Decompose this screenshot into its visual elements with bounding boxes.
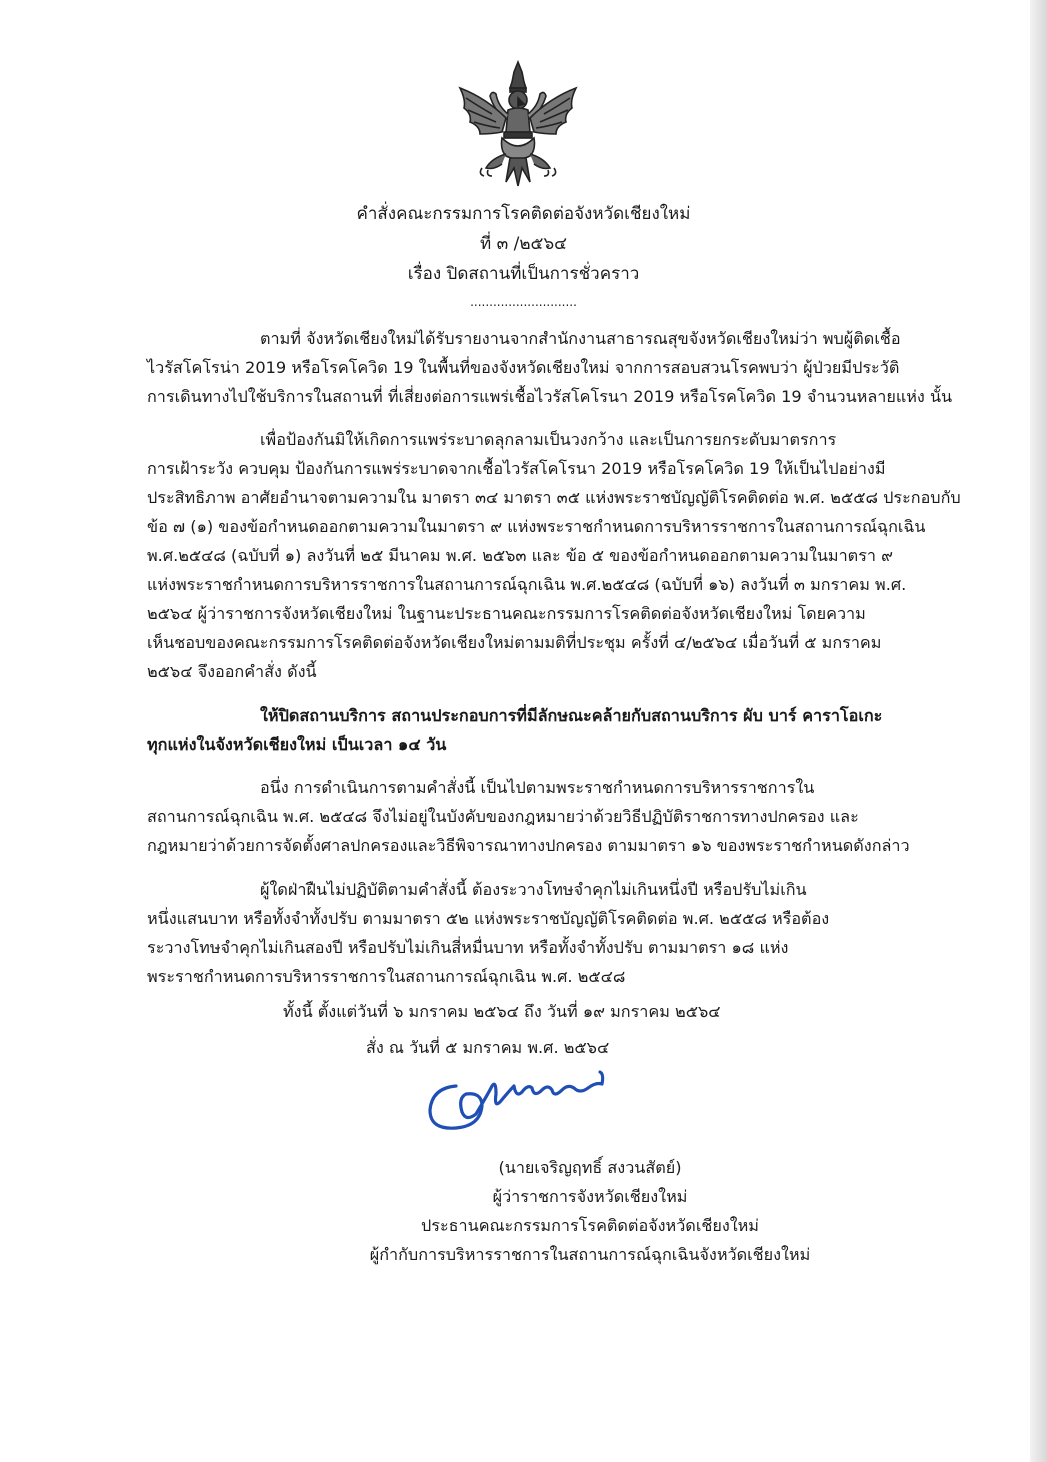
para5-line1: ผู้ใดฝ่าฝืนไม่ปฏิบัติตามคำสั่งนี้ ต้องระวางโทษจำคุกไม่เกินหนึ่งปี หรือปรับไม่เกิน — [260, 880, 807, 899]
signer-position-governor: ผู้ว่าราชการจังหวัดเชียงใหม่ — [492, 1187, 688, 1206]
order-number: ที่ ๓ /๒๕๖๔ — [479, 234, 568, 254]
order-subject: เรื่อง ปิดสถานที่เป็นการชั่วคราว — [407, 264, 640, 284]
page-edge — [1030, 0, 1047, 1462]
effective-period: ทั้งนี้ ตั้งแต่วันที่ ๖ มกราคม ๒๕๖๔ ถึง วันที่ ๑๙ มกราคม ๒๕๖๔ — [283, 1002, 721, 1021]
order-date: สั่ง ณ วันที่ ๕ มกราคม พ.ศ. ๒๕๖๔ — [366, 1038, 610, 1057]
para2-line3: ประสิทธิภาพ อาศัยอำนาจตามความใน มาตรา ๓๔ มาตรา ๓๕ แห่งพระราชบัญญัติโรคติดต่อ พ.ศ. ๒๕๕๘ ประกอบกับ — [147, 488, 961, 507]
order-title: คำสั่งคณะกรรมการโรคติดต่อจังหวัดเชียงใหม่ — [356, 204, 691, 224]
para5-line3: ระวางโทษจำคุกไม่เกินสองปี หรือปรับไม่เกินสี่หมื่นบาท หรือทั้งจำทั้งปรับ ตามมาตรา ๑๘ แห่ง — [147, 938, 789, 957]
para4-line1: อนึ่ง การดำเนินการตามคำสั่งนี้ เป็นไปตามพระราชกำหนดการบริหารราชการใน — [260, 778, 815, 797]
para1-line1: ตามที่ จังหวัดเชียงใหม่ได้รับรายงานจากสำนักงานสาธารณสุขจังหวัดเชียงใหม่ว่า พบผู้ติดเชื้อ — [260, 329, 901, 348]
directive-line2: ทุกแห่งในจังหวัดเชียงใหม่ เป็นเวลา ๑๔ วัน — [147, 735, 447, 754]
para2-line8: เห็นชอบของคณะกรรมการโรคติดต่อจังหวัดเชียงใหม่ตามมติที่ประชุม ครั้งที่ ๔/๒๕๖๔ เมื่อวันที่ ๕ มกราคม — [147, 633, 882, 652]
para1-line2: ไวรัสโคโรน่า 2019 หรือโรคโควิด 19 ในพื้นที่ของจังหวัดเชียงใหม่ จากการสอบสวนโรคพบว่า ผู้ป่วยมีประวัติ — [147, 358, 900, 377]
para5-line4: พระราชกำหนดการบริหารราชการในสถานการณ์ฉุกเฉิน พ.ศ. ๒๕๔๘ — [147, 967, 626, 986]
para1-line3: การเดินทางไปใช้บริการในสถานที่ ที่เสี่ยงต่อการแพร่เชื้อไวรัสโคโรนา 2019 หรือโรคโควิด 19 จำนวนหลายแห่ง นั้น — [147, 387, 953, 406]
para2-line6: แห่งพระราชกำหนดการบริหารราชการในสถานการณ์ฉุกเฉิน พ.ศ.๒๕๔๘ (ฉบับที่ ๑๖) ลงวันที่ ๓ มกราคม พ.ศ. — [147, 575, 907, 594]
para5-line2: หนึ่งแสนบาท หรือทั้งจำทั้งปรับ ตามมาตรา ๕๒ แห่งพระราชบัญญัติโรคติดต่อ พ.ศ. ๒๕๕๘ หรือต้อง — [147, 909, 830, 928]
signer-position-emergency: ผู้กำกับการบริหารราชการในสถานการณ์ฉุกเฉินจังหวัดเชียงใหม่ — [369, 1245, 811, 1264]
para2-line1: เพื่อป้องกันมิให้เกิดการแพร่ระบาดลุกลามเป็นวงกว้าง และเป็นการยกระดับมาตรการ — [260, 430, 837, 449]
signer-name: (นายเจริญฤทธิ์ สงวนสัตย์) — [498, 1158, 682, 1177]
para2-line9: ๒๕๖๔ จึงออกคำสั่ง ดังนี้ — [147, 662, 317, 681]
garuda-emblem-icon — [452, 58, 584, 190]
header-separator: ............................ — [470, 295, 577, 309]
para2-line2: การเฝ้าระวัง ควบคุม ป้องกันการแพร่ระบาดจากเชื้อไวรัสโคโรนา 2019 หรือโรคโควิด 19 ให้เป็นไปอย่างมี — [147, 459, 886, 478]
para2-line7: ๒๕๖๔ ผู้ว่าราชการจังหวัดเชียงใหม่ ในฐานะประธานคณะกรรมการโรคติดต่อจังหวัดเชียงใหม่ โดยความ — [147, 604, 866, 623]
signer-position-chairman: ประธานคณะกรรมการโรคติดต่อจังหวัดเชียงใหม่ — [421, 1216, 759, 1235]
para4-line3: กฎหมายว่าด้วยการจัดตั้งศาลปกครองและวิธีพิจารณาทางปกครอง ตามมาตรา ๑๖ ของพระราชกำหนดดังกล่าว — [147, 836, 910, 855]
para2-line5: พ.ศ.๒๕๔๘ (ฉบับที่ ๑) ลงวันที่ ๒๕ มีนาคม พ.ศ. ๒๕๖๓ และ ข้อ ๕ ของข้อกำหนดออกตามความในมาตรา ๙ — [147, 546, 893, 565]
para4-line2: สถานการณ์ฉุกเฉิน พ.ศ. ๒๕๔๘ จึงไม่อยู่ในบังคับของกฎหมายว่าด้วยวิธีปฏิบัติราชการทางปกครอง และ — [147, 807, 859, 826]
directive-line1: ให้ปิดสถานบริการ สถานประกอบการที่มีลักษณะคล้ายกับสถานบริการ ผับ บาร์ คาราโอเกะ — [260, 706, 883, 725]
para2-line4: ข้อ ๗ (๑) ของข้อกำหนดออกตามความในมาตรา ๙ แห่งพระราชกำหนดการบริหารราชการในสถานการณ์ฉุกเฉิน — [147, 517, 926, 536]
signature-block — [330, 1153, 850, 1269]
handwritten-signature-icon — [418, 1064, 618, 1142]
